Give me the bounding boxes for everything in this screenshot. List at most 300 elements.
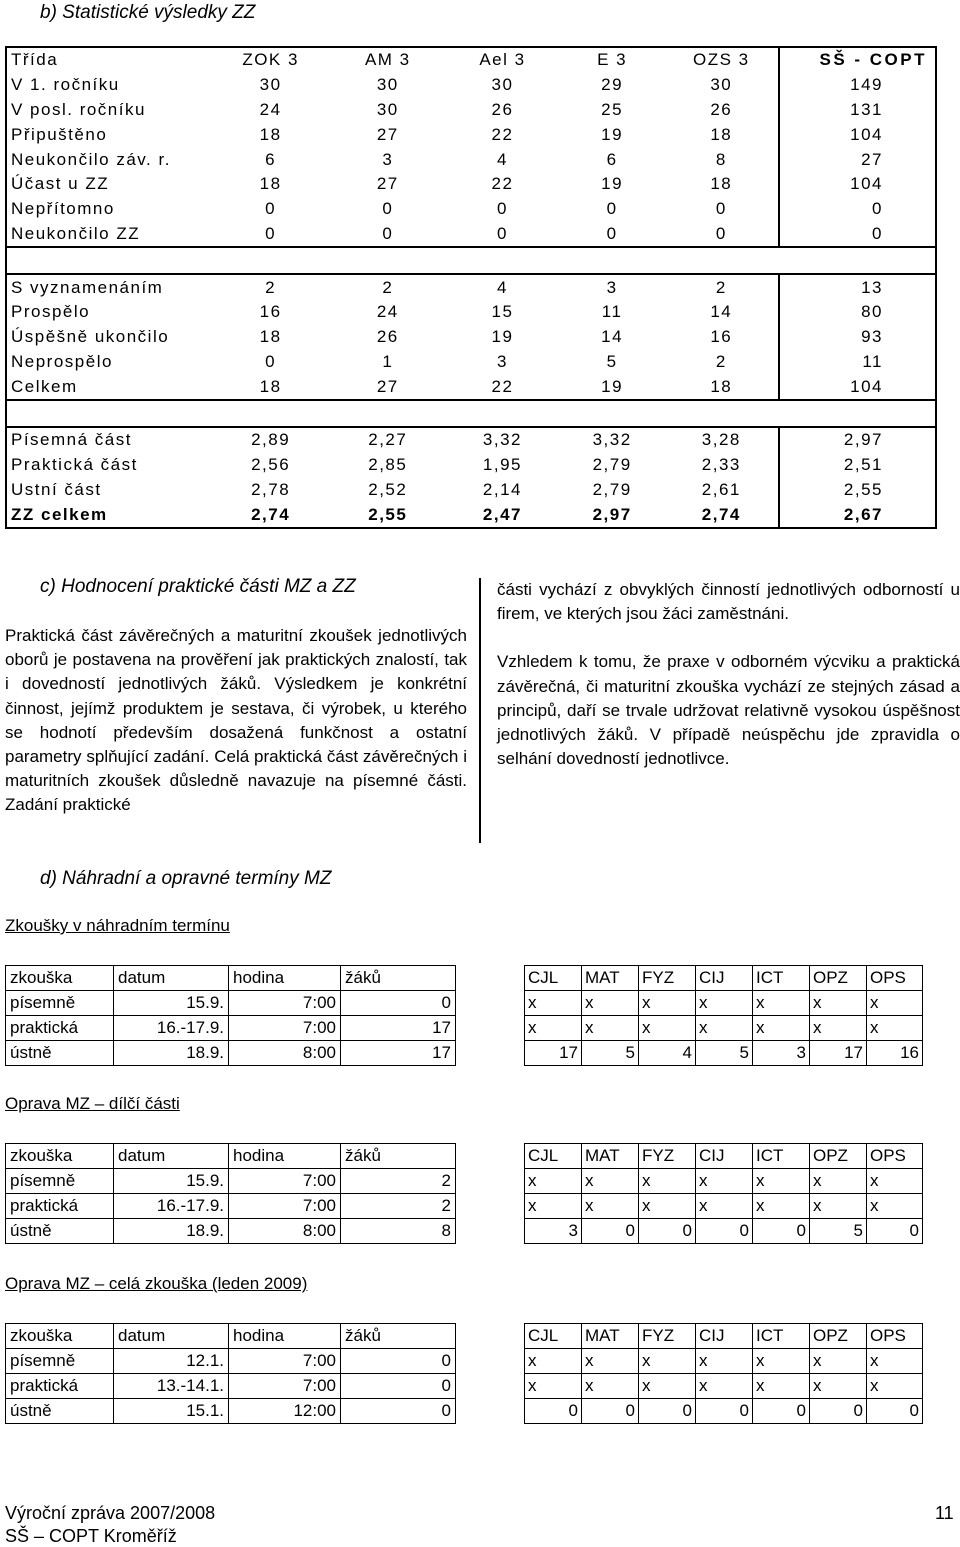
exam-schedule-table: [5, 1143, 456, 1244]
table-cell: praktická: [6, 1016, 114, 1041]
table-cell: x: [525, 1016, 582, 1041]
table-cell: 2: [382, 277, 394, 297]
table-cell: 0: [525, 1399, 582, 1424]
table-cell: x: [696, 1349, 753, 1374]
table-cell: žáků: [341, 966, 456, 991]
table-cell: x: [582, 1374, 639, 1399]
table-cell: x: [810, 1374, 867, 1399]
table-cell: CIJ: [696, 1324, 753, 1349]
table-cell: 4: [496, 149, 508, 169]
table-row: [6, 1349, 456, 1374]
table-header-row: [6, 1324, 456, 1349]
table-cell: 14: [601, 327, 624, 347]
table-cell: x: [753, 1169, 810, 1194]
table-cell: 2,78: [251, 479, 291, 499]
table-row: [6, 325, 936, 350]
subject-table: [524, 965, 923, 1066]
row-label: V posl. ročníku: [11, 99, 146, 119]
table-cell: 11: [601, 302, 623, 322]
table-row: [6, 453, 936, 478]
table-cell: E 3: [597, 50, 628, 70]
table-cell: 2,47: [482, 504, 522, 524]
table-cell: 0: [696, 1219, 753, 1244]
section-b-heading: b) Statistické výsledky ZZ: [40, 2, 256, 23]
table-cell: 93: [779, 325, 936, 350]
table-row: [525, 1219, 923, 1244]
table-cell: 2: [341, 1169, 456, 1194]
row-label: Třída: [11, 50, 59, 70]
table-cell: x: [525, 1169, 582, 1194]
table-cell: ZOK 3: [242, 50, 299, 70]
table-cell: 12.1.: [114, 1349, 229, 1374]
column-divider: [479, 578, 481, 843]
table-header-row: [525, 1324, 923, 1349]
section-c-right-text-1: části vychází z obvyklých činností jednotlivých odborností u firem, ve kterých jsou žáci zaměstnáni.: [497, 580, 960, 624]
table-cell: 2,61: [701, 479, 741, 499]
table-cell: datum: [114, 1144, 229, 1169]
table-cell: 2,79: [592, 479, 632, 499]
table-cell: 2,33: [701, 455, 741, 475]
table-cell: 8: [715, 149, 727, 169]
row-label: Neukončilo záv. r.: [11, 149, 171, 169]
table-cell: hodina: [229, 1324, 341, 1349]
table-cell: 8: [341, 1219, 456, 1244]
table-cell: 16: [867, 1041, 923, 1066]
table-cell: 18: [710, 124, 733, 144]
table-row: [6, 1399, 456, 1424]
table-cell: MAT: [582, 1324, 639, 1349]
table-cell: 19: [601, 376, 624, 396]
table-cell: 17: [810, 1041, 867, 1066]
table-cell: 2,74: [251, 504, 291, 524]
table-cell: CJL: [525, 966, 582, 991]
table-cell: 27: [779, 147, 936, 172]
table-cell: 16: [259, 302, 282, 322]
table-cell: 7:00: [229, 1349, 341, 1374]
section-c-right-column: [497, 578, 960, 771]
table-cell: hodina: [229, 1144, 341, 1169]
table-cell: hodina: [229, 966, 341, 991]
table-cell: 0: [639, 1399, 696, 1424]
table-cell: x: [525, 1374, 582, 1399]
table-cell: x: [582, 1194, 639, 1219]
table-cell: 11: [779, 350, 936, 375]
table-cell: 22: [491, 174, 514, 194]
row-label: Účast u ZZ: [11, 174, 110, 194]
block-title: Zkoušky v náhradním termínu: [5, 916, 230, 935]
table-cell: 0: [382, 223, 394, 243]
table-cell: 26: [376, 327, 399, 347]
row-label: Celkem: [11, 376, 78, 396]
table-row: [525, 1016, 923, 1041]
table-cell: x: [810, 1194, 867, 1219]
table-row: [525, 1349, 923, 1374]
table-row: [6, 350, 936, 375]
table-cell: písemně: [6, 991, 114, 1016]
table-row: [6, 274, 936, 300]
table-cell: x: [582, 1349, 639, 1374]
row-label: Ustní část: [11, 479, 102, 499]
table-cell: 5: [606, 351, 618, 371]
table-cell: 0: [265, 351, 277, 371]
table-cell: ústně: [6, 1041, 114, 1066]
table-cell: 3: [525, 1219, 582, 1244]
table-row: [6, 98, 936, 123]
separator-row: [6, 400, 936, 427]
table-cell: 18.9.: [114, 1219, 229, 1244]
table-cell: x: [696, 1374, 753, 1399]
row-label: V 1. ročníku: [11, 75, 120, 95]
row-label: Neukončilo ZZ: [11, 223, 141, 243]
table-row: [6, 300, 936, 325]
table-cell: 17: [525, 1041, 582, 1066]
table-cell: 27: [376, 124, 399, 144]
row-label: Neprospělo: [11, 351, 113, 371]
table-cell: 16.-17.9.: [114, 1194, 229, 1219]
table-row: [525, 1041, 923, 1066]
table-cell: ICT: [753, 966, 810, 991]
table-cell: 2: [265, 277, 277, 297]
table-row: [6, 1219, 456, 1244]
table-cell: 2: [715, 351, 727, 371]
table-cell: zkouška: [6, 966, 114, 991]
exam-schedule-table: [5, 965, 456, 1066]
table-cell: 30: [259, 75, 282, 95]
table-cell: 0: [810, 1399, 867, 1424]
table-row: [525, 1374, 923, 1399]
table-row: [6, 197, 936, 222]
table-cell: OPS: [867, 966, 923, 991]
table-cell: 29: [601, 75, 624, 95]
table-cell: FYZ: [639, 1144, 696, 1169]
footer-school-name: SŠ – COPT Kroměříž: [5, 1526, 177, 1546]
table-cell: 3: [382, 149, 394, 169]
table-cell: OPS: [867, 1144, 923, 1169]
table-cell: 104: [779, 122, 936, 147]
table-cell: 5: [582, 1041, 639, 1066]
table-cell: FYZ: [639, 1324, 696, 1349]
table-cell: x: [696, 1169, 753, 1194]
statistics-table: [5, 46, 937, 529]
table-cell: 0: [606, 199, 618, 219]
table-cell: CJL: [525, 1324, 582, 1349]
table-cell: 2,55: [368, 504, 408, 524]
table-cell: 1: [382, 351, 394, 371]
table-cell: x: [810, 991, 867, 1016]
table-cell: 0: [496, 199, 508, 219]
table-cell: 0: [606, 223, 618, 243]
table-row: [6, 1169, 456, 1194]
table-cell: 0: [753, 1219, 810, 1244]
row-label: Písemná část: [11, 430, 132, 450]
table-cell: 2,14: [482, 479, 522, 499]
table-cell: 18: [259, 174, 282, 194]
table-cell: datum: [114, 1324, 229, 1349]
table-cell: 0: [341, 1349, 456, 1374]
table-cell: x: [867, 1374, 923, 1399]
table-cell: 27: [376, 174, 399, 194]
table-cell: 0: [696, 1399, 753, 1424]
table-cell: x: [867, 1169, 923, 1194]
section-d-heading: d) Náhradní a opravné termíny MZ: [40, 868, 332, 889]
table-cell: x: [639, 1169, 696, 1194]
table-cell: žáků: [341, 1144, 456, 1169]
table-cell: x: [639, 1374, 696, 1399]
table-cell: 17: [341, 1016, 456, 1041]
table-cell: x: [753, 1016, 810, 1041]
table-cell: 2,52: [368, 479, 408, 499]
table-header-row: [6, 1144, 456, 1169]
table-cell: 8:00: [229, 1041, 341, 1066]
table-cell: 2,79: [592, 455, 632, 475]
table-cell: x: [582, 991, 639, 1016]
table-cell: datum: [114, 966, 229, 991]
table-cell: 0: [265, 223, 277, 243]
table-row: [6, 1374, 456, 1399]
table-cell: ústně: [6, 1219, 114, 1244]
section-c-left-column: [5, 624, 467, 818]
table-cell: žáků: [341, 1324, 456, 1349]
row-label: Nepřítomno: [11, 199, 115, 219]
table-cell: 19: [601, 124, 624, 144]
table-row: [6, 427, 936, 453]
table-row: [6, 222, 936, 248]
table-cell: ICT: [753, 1324, 810, 1349]
table-cell: AM 3: [364, 50, 411, 70]
table-cell: 0: [779, 222, 936, 248]
table-cell: 18: [259, 124, 282, 144]
table-cell: x: [639, 1194, 696, 1219]
table-cell: FYZ: [639, 966, 696, 991]
table-cell: 2,27: [368, 430, 408, 450]
table-row: [525, 1169, 923, 1194]
table-cell: 22: [491, 376, 514, 396]
table-cell: 19: [491, 327, 514, 347]
table-cell: OPZ: [810, 966, 867, 991]
table-cell: 104: [779, 374, 936, 400]
table-header-row: [525, 966, 923, 991]
table-cell: 30: [710, 75, 733, 95]
table-cell: 8:00: [229, 1219, 341, 1244]
table-cell: x: [867, 1016, 923, 1041]
table-cell: x: [753, 1374, 810, 1399]
table-total-row: [6, 502, 936, 528]
row-label: Praktická část: [11, 455, 138, 475]
table-cell: x: [753, 991, 810, 1016]
table-cell: x: [525, 991, 582, 1016]
table-cell: 2: [715, 277, 727, 297]
table-row: [6, 73, 936, 98]
table-cell: 0: [867, 1399, 923, 1424]
table-cell: OPS: [867, 1324, 923, 1349]
table-cell: 17: [341, 1041, 456, 1066]
table-cell: 2,89: [251, 430, 291, 450]
table-cell: OPZ: [810, 1324, 867, 1349]
table-cell: 15: [491, 302, 514, 322]
table-header-row: [525, 1144, 923, 1169]
subject-table: [524, 1323, 923, 1424]
row-label: Úspěšně ukončilo: [11, 327, 170, 347]
table-cell: 0: [582, 1399, 639, 1424]
block-title: Oprava MZ – dílčí části: [5, 1094, 180, 1113]
table-cell: x: [753, 1349, 810, 1374]
table-row: [6, 374, 936, 400]
table-cell: 15.1.: [114, 1399, 229, 1424]
table-cell: 3,32: [482, 430, 522, 450]
table-cell: 3: [496, 351, 508, 371]
table-cell: 16: [710, 327, 733, 347]
table-cell: 30: [491, 75, 514, 95]
table-cell: 16.-17.9.: [114, 1016, 229, 1041]
table-cell: 5: [810, 1219, 867, 1244]
table-cell: CIJ: [696, 1144, 753, 1169]
table-cell: zkouška: [6, 1324, 114, 1349]
table-cell: 13.-14.1.: [114, 1374, 229, 1399]
table-cell: 1,95: [482, 455, 522, 475]
section-c-right-text-2: Vzhledem k tomu, že praxe v odborném výcviku a praktická závěrečná, či maturitní zkouška vychází ze stejných zásad a principů, daří se trvale udržovat relativně vysokou úspěšnost jednotlivých žáků. V případě neúspěchu jde zpravidla o selhání dovedností jednotlivce.: [497, 652, 960, 769]
table-cell: 18: [710, 174, 733, 194]
table-cell: 2,67: [779, 502, 936, 528]
row-label: Připuštěno: [11, 124, 108, 144]
table-row: [525, 991, 923, 1016]
table-cell: x: [582, 1169, 639, 1194]
table-row: [6, 1041, 456, 1066]
table-cell: x: [810, 1016, 867, 1041]
table-cell: x: [696, 991, 753, 1016]
table-cell: 0: [265, 199, 277, 219]
row-label: Prospělo: [11, 302, 91, 322]
table-cell: x: [639, 1016, 696, 1041]
table-cell: x: [525, 1194, 582, 1219]
table-cell: Ael 3: [479, 50, 526, 70]
table-cell: 7:00: [229, 1169, 341, 1194]
table-cell: ICT: [753, 1144, 810, 1169]
table-cell: 12:00: [229, 1399, 341, 1424]
table-cell: 19: [601, 174, 624, 194]
table-cell: 6: [606, 149, 618, 169]
page-number: 11: [935, 1503, 954, 1523]
table-cell: písemně: [6, 1349, 114, 1374]
table-cell: 0: [715, 223, 727, 243]
table-row: [6, 147, 936, 172]
table-cell: 30: [376, 75, 399, 95]
table-cell: x: [810, 1169, 867, 1194]
table-cell: 2,85: [368, 455, 408, 475]
table-cell: SŠ - COPT: [779, 47, 936, 73]
table-cell: 15.9.: [114, 1169, 229, 1194]
table-cell: 3: [606, 277, 618, 297]
row-label: ZZ celkem: [11, 504, 108, 524]
table-cell: 7:00: [229, 1194, 341, 1219]
row-label: S vyznamenáním: [11, 277, 164, 297]
table-cell: MAT: [582, 966, 639, 991]
table-cell: praktická: [6, 1194, 114, 1219]
table-cell: x: [582, 1016, 639, 1041]
table-cell: zkouška: [6, 1144, 114, 1169]
table-cell: 0: [341, 1399, 456, 1424]
table-cell: 18: [710, 376, 733, 396]
subject-table: [524, 1143, 923, 1244]
table-header-row: [6, 966, 456, 991]
table-cell: 3: [753, 1041, 810, 1066]
table-cell: 18.9.: [114, 1041, 229, 1066]
table-cell: x: [696, 1194, 753, 1219]
table-cell: x: [867, 1194, 923, 1219]
table-cell: 0: [867, 1219, 923, 1244]
table-header-row: [6, 47, 936, 73]
table-row: [6, 478, 936, 503]
table-cell: 22: [491, 124, 514, 144]
table-cell: 26: [491, 99, 514, 119]
table-cell: 2,97: [779, 427, 936, 453]
table-cell: 2,74: [701, 504, 741, 524]
block-title: Oprava MZ – celá zkouška (leden 2009): [5, 1274, 308, 1293]
table-cell: 7:00: [229, 1374, 341, 1399]
table-row: [525, 1399, 923, 1424]
table-cell: x: [810, 1349, 867, 1374]
table-cell: 3,32: [592, 430, 632, 450]
table-cell: 3,28: [701, 430, 741, 450]
table-cell: 0: [753, 1399, 810, 1424]
section-c-left-text: Praktická část závěrečných a maturitní zkoušek jednotlivých oborů je postavena na prověření jak praktických znalostí, tak i dovedností jednotlivých žáků. Výsledkem je konkrétní činnost, jejímž produktem je sestava, či výrobek, u kterého se hodnotí především dosažená funkčnost a ostatní parametry splňující zadání. Celá praktická část závěrečných i maturitních zkoušek důsledně navazuje na písemné části. Zadání praktické: [5, 626, 467, 815]
exam-schedule-table: [5, 1323, 456, 1424]
table-cell: 18: [259, 376, 282, 396]
table-cell: 104: [779, 172, 936, 197]
table-cell: 0: [715, 199, 727, 219]
table-cell: 13: [779, 274, 936, 300]
table-cell: 2,56: [251, 455, 291, 475]
table-cell: 2,55: [779, 478, 936, 503]
table-cell: 15.9.: [114, 991, 229, 1016]
table-cell: x: [639, 991, 696, 1016]
table-row: [6, 172, 936, 197]
table-cell: 24: [259, 99, 282, 119]
table-cell: 14: [710, 302, 733, 322]
table-cell: 7:00: [229, 1016, 341, 1041]
table-cell: 24: [376, 302, 399, 322]
table-cell: CIJ: [696, 966, 753, 991]
table-cell: písemně: [6, 1169, 114, 1194]
table-cell: 6: [265, 149, 277, 169]
table-cell: 25: [601, 99, 624, 119]
table-cell: 149: [779, 73, 936, 98]
table-cell: x: [753, 1194, 810, 1219]
table-row: [6, 122, 936, 147]
table-cell: 26: [710, 99, 733, 119]
table-cell: 0: [582, 1219, 639, 1244]
table-cell: 4: [639, 1041, 696, 1066]
table-row: [6, 991, 456, 1016]
table-cell: praktická: [6, 1374, 114, 1399]
table-cell: MAT: [582, 1144, 639, 1169]
table-cell: 0: [341, 1374, 456, 1399]
table-cell: 80: [779, 300, 936, 325]
table-cell: 131: [779, 98, 936, 123]
footer-report-title: Výroční zpráva 2007/2008: [5, 1503, 216, 1523]
table-cell: x: [639, 1349, 696, 1374]
table-cell: 18: [259, 327, 282, 347]
table-cell: 0: [382, 199, 394, 219]
table-cell: x: [696, 1016, 753, 1041]
table-cell: 30: [376, 99, 399, 119]
table-cell: 0: [639, 1219, 696, 1244]
section-c-heading: c) Hodnocení praktické části MZ a ZZ: [40, 576, 356, 597]
table-cell: x: [867, 1349, 923, 1374]
table-row: [6, 1194, 456, 1219]
table-row: [6, 1016, 456, 1041]
table-cell: ústně: [6, 1399, 114, 1424]
table-cell: 7:00: [229, 991, 341, 1016]
